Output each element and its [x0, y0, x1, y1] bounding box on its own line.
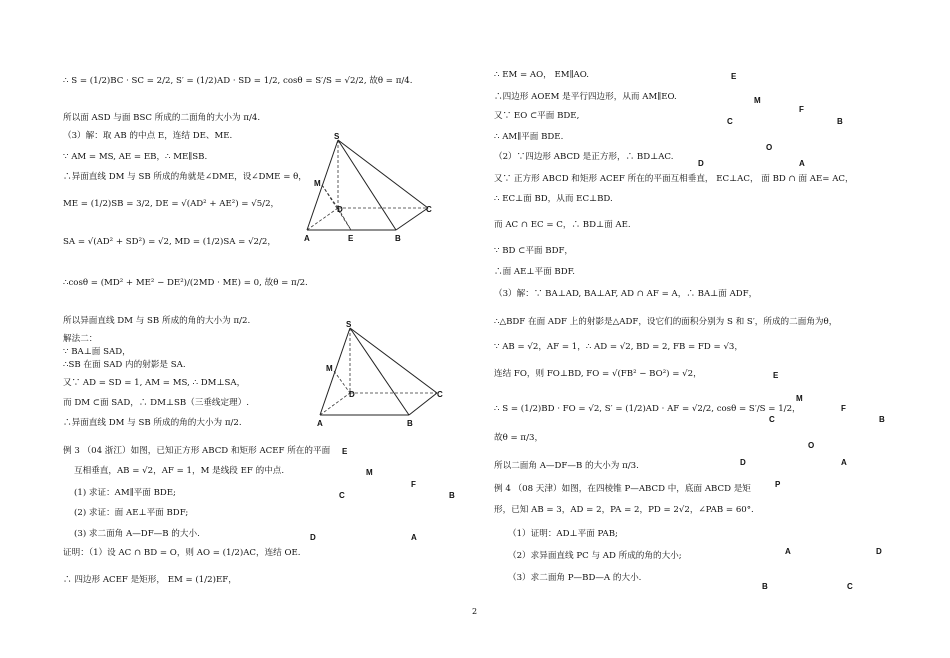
- right-line-10: （3）解：∵ BA⊥AD, BA⊥AF, AD ∩ AF = A，∴ BA⊥面 ADF，: [494, 289, 758, 299]
- fig5-labels-0: E: [773, 371, 779, 380]
- right-line-2: 又∵ EO ⊂平面 BDE,: [494, 111, 580, 121]
- fig1-labels-0: S: [334, 132, 340, 141]
- left-line-19: (3) 求二面角 A—DF—B 的大小.: [74, 529, 200, 539]
- fig5-labels-1: M: [796, 394, 803, 403]
- left-line-13: 而 DM ⊂面 SAD，∴ DM⊥SB（三垂线定理）.: [63, 398, 250, 408]
- fig1-labels-3: C: [426, 205, 432, 214]
- left-line-7: ∴cosθ = (MD² + ME² − DE²)/(2MD · ME) = 0, 故θ = π/2.: [63, 278, 308, 288]
- right-line-21: （3）求二面角 P—BD—A 的大小.: [508, 573, 642, 583]
- right-line-11: ∴△BDF 在面 ADF 上的射影是△ADF，设它们的面积分别为 S 和 S′，所成的二面角为θ，: [494, 317, 838, 327]
- fig2-labels-4: A: [317, 419, 323, 428]
- fig3-labels-3: C: [339, 491, 345, 500]
- left-line-3: ∵ AM = MS, AE = EB，∴ ME∥SB.: [63, 152, 208, 162]
- right-line-3: ∴ AM∥平面 BDE.: [494, 132, 564, 142]
- fig4-labels-6: D: [698, 159, 704, 168]
- right-line-6: ∴ EC⊥面 BD，从而 EC⊥BD.: [494, 194, 613, 204]
- fig5-labels-6: D: [740, 458, 746, 467]
- right-line-1: ∴四边形 AOEM 是平行四边形，从而 AM∥EO.: [494, 92, 677, 102]
- fig3-labels-5: D: [310, 533, 316, 542]
- right-line-15: 故θ = π/3，: [494, 433, 544, 443]
- fig5-labels-2: F: [841, 404, 846, 413]
- left-line-15: 例 3 （04 浙江）如图，已知正方形 ABCD 和矩形 ACEF 所在的平面: [63, 446, 331, 456]
- fig5-labels-3: C: [769, 415, 775, 424]
- fig6-labels-3: B: [762, 582, 768, 591]
- left-line-11: ∴SB 在面 SAD 内的射影是 SA.: [63, 360, 186, 370]
- right-line-17: 例 4 （08 天津）如图，在四棱锥 P—ABCD 中，底面 ABCD 是矩: [494, 484, 751, 494]
- fig4-labels-7: A: [799, 159, 805, 168]
- fig4-labels-2: F: [799, 105, 804, 114]
- right-line-16: 所以二面角 A—DF—B 的大小为 π/3.: [494, 461, 639, 471]
- fig4-labels-0: E: [731, 72, 737, 81]
- left-line-1: 所以面 ASD 与面 BSC 所成的二面角的大小为 π/4.: [63, 113, 261, 123]
- fig4-labels-3: C: [727, 117, 733, 126]
- left-line-12: 又∵ AD = SD = 1, AM = MS, ∴ DM⊥SA，: [63, 378, 246, 388]
- fig2-labels-2: D: [349, 390, 355, 399]
- right-line-5: 又∵ 正方形 ABCD 和矩形 ACEF 所在的平面互相垂直， EC⊥AC， 面 BD ∩ 面 AE= AC，: [494, 174, 854, 184]
- fig6-labels-4: C: [847, 582, 853, 591]
- fig6-labels-2: D: [876, 547, 882, 556]
- left-line-6: SA = √(AD² + SD²) = √2, MD = (1/2)SA = √2/2，: [63, 237, 276, 247]
- fig1-labels-2: D: [337, 205, 343, 214]
- left-line-16: 互相垂直，AB = √2，AF = 1，M 是线段 EF 的中点.: [74, 466, 285, 476]
- fig1-labels-4: A: [304, 234, 310, 243]
- fig4-labels-4: B: [837, 117, 843, 126]
- fig2-labels-5: B: [407, 419, 413, 428]
- right-line-7: 而 AC ∩ EC = C，∴ BD⊥面 AE.: [494, 220, 631, 230]
- left-line-10: ∵ BA⊥面 SAD，: [63, 347, 131, 357]
- fig3-labels-2: F: [411, 480, 416, 489]
- fig2-labels-1: M: [326, 364, 333, 373]
- left-line-20: 证明：（1）设 AC ∩ BD = O，则 AO = (1/2)AC，连结 OE.: [63, 548, 301, 558]
- fig5-labels-4: B: [879, 415, 885, 424]
- right-line-18: 形，已知 AB = 3，AD = 2，PA = 2，PD = 2√2，∠PAB = 60°.: [494, 505, 754, 515]
- fig5-labels-7: A: [841, 458, 847, 467]
- right-line-9: ∴面 AE⊥平面 BDF.: [494, 267, 575, 277]
- fig3-labels-4: B: [449, 491, 455, 500]
- left-line-9: 解法二：: [63, 334, 98, 344]
- right-line-4: （2）∵四边形 ABCD 是正方形，∴ BD⊥AC.: [494, 152, 674, 162]
- left-line-2: （3）解：取 AB 的中点 E，连结 DE、ME.: [63, 131, 233, 141]
- fig1-labels-1: M: [314, 179, 321, 188]
- fig6-labels-1: A: [785, 547, 791, 556]
- left-line-21: ∴ 四边形 ACEF 是矩形， EM = (1/2)EF，: [63, 575, 237, 585]
- right-line-20: （2）求异面直线 PC 与 AD 所成的角的大小;: [508, 551, 682, 561]
- left-line-5: ME = (1/2)SB = 3/2, DE = √(AD² + AE²) = √5/2，: [63, 199, 280, 209]
- fig3-labels-1: M: [366, 468, 373, 477]
- fig2-labels-0: S: [346, 320, 352, 329]
- right-line-8: ∵ BD ⊂平面 BDF，: [494, 246, 574, 256]
- right-line-12: ∵ AB = √2，AF = 1，∴ AD = √2, BD = 2, FB = FD = √3，: [494, 342, 743, 352]
- fig3-labels-0: E: [342, 447, 348, 456]
- page-number: 2: [472, 607, 478, 616]
- fig4-labels-5: O: [766, 143, 773, 152]
- right-line-13: 连结 FO，则 FO⊥BD, FO = √(FB² − BO²) = √2，: [494, 369, 702, 379]
- fig1-labels-6: B: [395, 234, 401, 243]
- fig6-labels-0: P: [775, 480, 781, 489]
- left-line-17: (1) 求证：AM∥平面 BDE;: [74, 488, 176, 498]
- left-line-4: ∴异面直线 DM 与 SB 所成的角就是∠DME，设∠DME = θ，: [63, 172, 307, 182]
- fig1-labels-5: E: [348, 234, 354, 243]
- left-line-14: ∴异面直线 DM 与 SB 所成的角的大小为 π/2.: [63, 418, 242, 428]
- left-line-0: ∴ S = (1/2)BC · SC = 2/2, S′ = (1/2)AD · SD = 1/2, cosθ = S′/S = √2/2, 故θ = π/4.: [63, 76, 413, 86]
- right-line-0: ∴ EM = AO， EM∥AO.: [494, 70, 590, 80]
- fig5-labels-5: O: [808, 441, 815, 450]
- left-line-8: 所以异面直线 DM 与 SB 所成的角的大小为 π/2.: [63, 316, 251, 326]
- left-line-18: (2) 求证：面 AE⊥平面 BDF;: [74, 508, 189, 518]
- fig4-labels-1: M: [754, 96, 761, 105]
- fig3-labels-6: A: [411, 533, 417, 542]
- fig2-labels-3: C: [437, 390, 443, 399]
- right-line-14: ∴ S = (1/2)BD · FO = √2, S′ = (1/2)AD · AF = √2/2, cosθ = S′/S = 1/2，: [494, 404, 801, 414]
- right-line-19: （1）证明：AD⊥平面 PAB;: [508, 529, 618, 539]
